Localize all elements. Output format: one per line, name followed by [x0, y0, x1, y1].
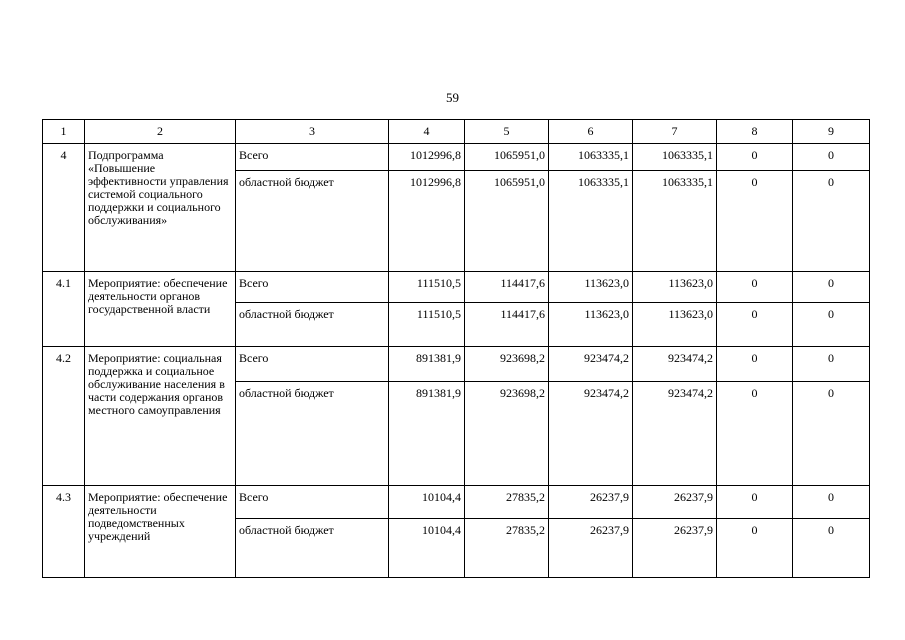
value-cell: 0 — [717, 486, 793, 519]
header-cell: 2 — [85, 120, 236, 144]
value-cell: 0 — [717, 272, 793, 303]
section-code: 4.3 — [43, 486, 85, 578]
funding-source: областной бюджет — [236, 382, 389, 486]
value-cell: 0 — [793, 486, 870, 519]
value-cell: 923698,2 — [465, 347, 549, 382]
funding-source: Всего — [236, 486, 389, 519]
value-cell: 26237,9 — [633, 486, 717, 519]
value-cell: 1065951,0 — [465, 144, 549, 171]
value-cell: 1012996,8 — [389, 144, 465, 171]
value-cell: 114417,6 — [465, 303, 549, 347]
table-row — [43, 144, 870, 171]
value-cell: 923474,2 — [633, 382, 717, 486]
budget-table — [42, 119, 870, 578]
value-cell: 113623,0 — [549, 303, 633, 347]
value-cell: 111510,5 — [389, 303, 465, 347]
value-cell: 1063335,1 — [633, 171, 717, 272]
header-cell: 8 — [717, 120, 793, 144]
header-cell: 5 — [465, 120, 549, 144]
value-cell: 26237,9 — [633, 519, 717, 578]
value-cell: 1063335,1 — [549, 144, 633, 171]
value-cell: 10104,4 — [389, 519, 465, 578]
value-cell: 0 — [717, 382, 793, 486]
value-cell: 0 — [793, 382, 870, 486]
value-cell: 0 — [793, 519, 870, 578]
value-cell: 1065951,0 — [465, 171, 549, 272]
header-cell: 9 — [793, 120, 870, 144]
table-row — [43, 272, 870, 303]
value-cell: 27835,2 — [465, 486, 549, 519]
header-cell: 3 — [236, 120, 389, 144]
value-cell: 0 — [793, 144, 870, 171]
value-cell: 114417,6 — [465, 272, 549, 303]
header-cell: 4 — [389, 120, 465, 144]
value-cell: 891381,9 — [389, 382, 465, 486]
value-cell: 1012996,8 — [389, 171, 465, 272]
value-cell: 923698,2 — [465, 382, 549, 486]
funding-source: Всего — [236, 347, 389, 382]
header-row — [43, 120, 870, 144]
value-cell: 923474,2 — [633, 347, 717, 382]
section-name: Мероприятие: обеспечение деятельности подведомственных учреждений — [85, 486, 236, 578]
value-cell: 1063335,1 — [549, 171, 633, 272]
header-cell: 7 — [633, 120, 717, 144]
value-cell: 0 — [793, 303, 870, 347]
value-cell: 113623,0 — [633, 272, 717, 303]
funding-source: областной бюджет — [236, 171, 389, 272]
value-cell: 891381,9 — [389, 347, 465, 382]
section-code: 4.2 — [43, 347, 85, 486]
value-cell: 26237,9 — [549, 519, 633, 578]
section-name: Мероприятие: социальная поддержка и социальное обслуживание населения в части содержания органов местного самоуправления — [85, 347, 236, 486]
section-name: Мероприятие: обеспечение деятельности органов государственной власти — [85, 272, 236, 347]
value-cell: 10104,4 — [389, 486, 465, 519]
value-cell: 1063335,1 — [633, 144, 717, 171]
value-cell: 27835,2 — [465, 519, 549, 578]
value-cell: 0 — [717, 171, 793, 272]
section-code: 4 — [43, 144, 85, 272]
table-row — [43, 347, 870, 382]
value-cell: 0 — [793, 272, 870, 303]
value-cell: 0 — [793, 347, 870, 382]
value-cell: 113623,0 — [633, 303, 717, 347]
value-cell: 923474,2 — [549, 347, 633, 382]
value-cell: 0 — [717, 303, 793, 347]
header-cell: 6 — [549, 120, 633, 144]
funding-source: Всего — [236, 144, 389, 171]
value-cell: 0 — [793, 171, 870, 272]
table-row — [43, 486, 870, 519]
value-cell: 0 — [717, 144, 793, 171]
value-cell: 0 — [717, 519, 793, 578]
value-cell: 923474,2 — [549, 382, 633, 486]
value-cell: 0 — [717, 347, 793, 382]
funding-source: областной бюджет — [236, 303, 389, 347]
value-cell: 26237,9 — [549, 486, 633, 519]
page-number: 59 — [446, 90, 459, 105]
value-cell: 113623,0 — [549, 272, 633, 303]
header-cell: 1 — [43, 120, 85, 144]
section-name: Подпрограмма «Повышение эффективности управления системой социального поддержки и социального обслуживания» — [85, 144, 236, 272]
funding-source: областной бюджет — [236, 519, 389, 578]
section-code: 4.1 — [43, 272, 85, 347]
value-cell: 111510,5 — [389, 272, 465, 303]
funding-source: Всего — [236, 272, 389, 303]
